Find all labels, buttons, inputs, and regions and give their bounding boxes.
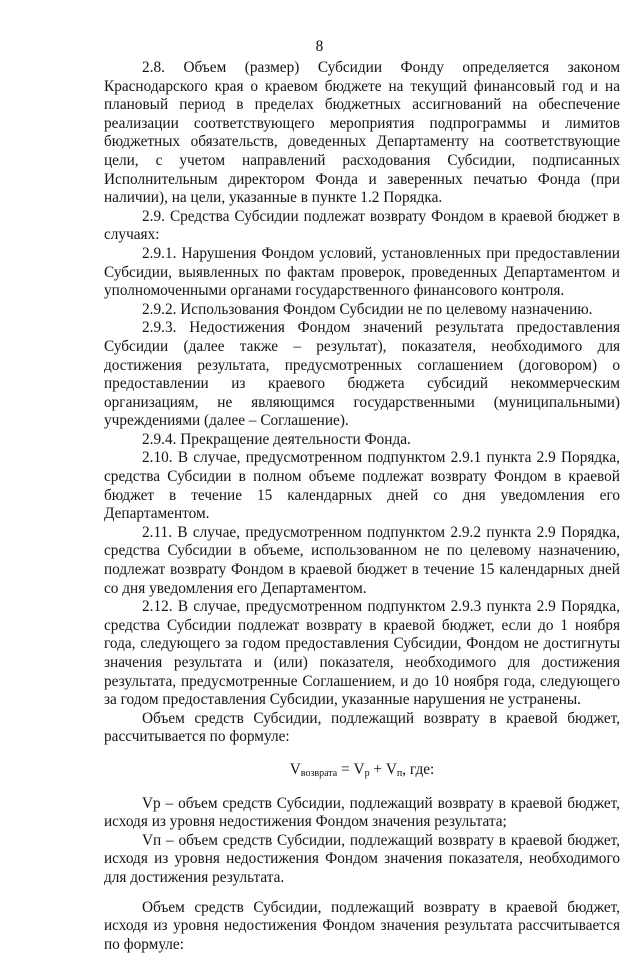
formula-term-1: V	[353, 760, 365, 778]
paragraph-2-8: 2.8. Объем (размер) Субсидии Фонду определяется законом Краснодарского края о краевом бюджете на текущий финансовый год и на плановый период в пределах бюджетных ассигнований на обеспечение реализации соответствующего мероприятия подпрограммы и лимитов бюджетных обязательств, доведенных Департаменту на соответствующие цели, с учетом направлений расходования Субсидии, подписанных Исполнительным директором Фонда и заверенных печатью Фонда (при наличии), на цели, указанные в пункте 1.2 Порядка.	[104, 59, 620, 207]
definition-vr: Vр – объем средств Субсидии, подлежащий возврату в краевой бюджет, исходя из уровня недостижения Фондом значения результата;	[104, 794, 620, 831]
paragraph-2-11: 2.11. В случае, предусмотренном подпунктом 2.9.2 пункта 2.9 Порядка, средства Субсидии в объеме, использованном не по целевому назначению, подлежат возврату Фондом в краевой бюджет в течение 15 календарных дней со дня уведомления его Департаментом.	[104, 523, 620, 597]
formula-term-2-subscript: п	[396, 767, 403, 779]
paragraph-2-9-2: 2.9.2. Использования Фондом Субсидии не по целевому назначению.	[142, 300, 593, 318]
paragraph-2-9-3: 2.9.3. Недостижения Фондом значений результата предоставления Субсидии (далее также – результат), показателя, необходимого для достижения результата, предусмотренных соглашением (договором) о предоставлении из краевого бюджета субсидий некоммерческим организациям, не являющимся государственными (муниципальными) учреждениями (далее – Соглашение).	[104, 319, 620, 430]
paragraph-2-9-4: 2.9.4. Прекращение деятельности Фонда.	[142, 430, 411, 448]
paragraph-closing: Объем средств Субсидии, подлежащий возврату в краевой бюджет, исходя из уровня недостижения Фондом значения результата рассчитывается по формуле:	[104, 898, 620, 953]
definition-vp: Vп – объем средств Субсидии, подлежащий возврату в краевой бюджет, исходя из уровня недостижения Фондом значения показателя, необходимого для достижения результата.	[104, 831, 620, 886]
paragraph-2-12: 2.12. В случае, предусмотренном подпунктом 2.9.3 пункта 2.9 Порядка, средства Субсидии подлежат возврату в краевой бюджет, если до 1 ноября года, следующего за годом предоставления Субсидии, Фондом не достигнуты значения результата и (или) показателя, необходимого для достижения результата, предусмотренные Соглашением, и до 10 ноября года, следующего за годом предоставления Субсидии, указанные нарушения не устранены.	[104, 598, 620, 709]
formula-term-2: V	[385, 760, 397, 778]
formula-plus: +	[369, 760, 386, 778]
document-body	[104, 59, 620, 954]
paragraph-2-9-1: 2.9.1. Нарушения Фондом условий, установленных при предоставлении Субсидии, выявленных по фактам проверок, проведенных Департаментом и уполномоченными органами государственного финансового контроля.	[104, 244, 620, 300]
return-formula	[104, 761, 620, 780]
paragraph-2-10: 2.10. В случае, предусмотренном подпунктом 2.9.1 пункта 2.9 Порядка, средства Субсидии в полном объеме подлежат возврату Фондом в краевой бюджет в течение 15 календарных дней со дня уведомления его Департаментом.	[104, 449, 620, 523]
paragraph-2-9: 2.9. Средства Субсидии подлежат возврату Фондом в краевой бюджет в случаях:	[104, 207, 620, 244]
paragraph-formula-intro: Объем средств Субсидии, подлежащий возврату в краевой бюджет, рассчитывается по формуле:	[104, 709, 620, 746]
formula-lhs: V	[289, 760, 301, 778]
page-number: 8	[315, 38, 324, 55]
formula-lhs-subscript: возврата	[300, 767, 338, 779]
formula-term-1-subscript: р	[364, 767, 370, 779]
formula-tail: , где:	[402, 760, 435, 778]
formula-equals: =	[337, 760, 354, 778]
